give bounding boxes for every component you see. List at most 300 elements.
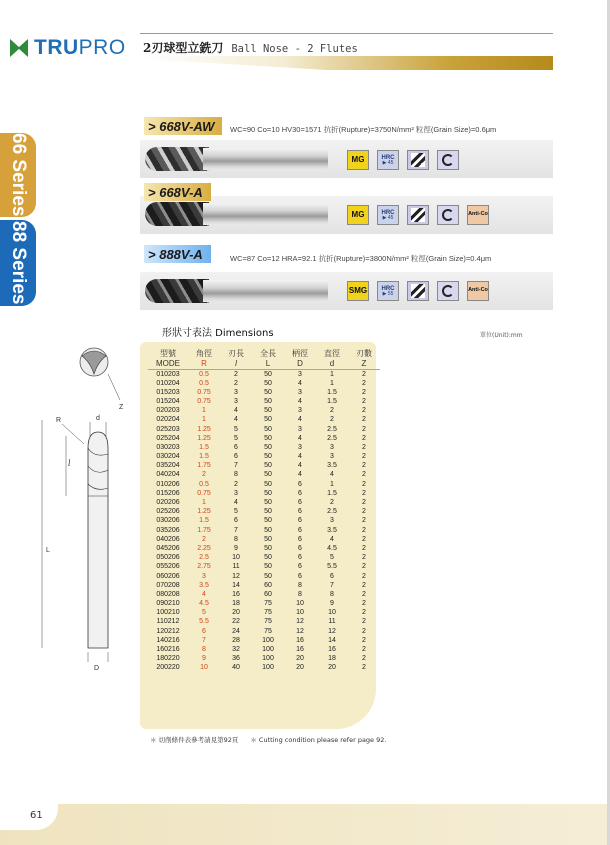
- table-cell: 50: [264, 526, 272, 534]
- table-cell: 50: [264, 563, 272, 571]
- table-cell: 75: [264, 609, 272, 617]
- table-row: [148, 654, 380, 663]
- table-cell: 18: [232, 600, 240, 608]
- table-row: [148, 461, 380, 470]
- table-row: [148, 516, 380, 525]
- table-cell: 4: [298, 453, 302, 461]
- table-cell: 6: [298, 535, 302, 543]
- table-cell: 5: [234, 425, 238, 433]
- table-cell: 5: [330, 554, 334, 562]
- table-cell: 090210: [156, 600, 180, 608]
- table-cell: 050206: [156, 554, 180, 562]
- table-cell: 1.5: [199, 453, 209, 461]
- table-cell: 50: [264, 443, 272, 451]
- helix-icon: [407, 205, 429, 225]
- table-cell: 1.5: [327, 397, 337, 405]
- table-cell: 1.75: [197, 462, 211, 470]
- hrc-45-badge: HRC ▶ 45: [377, 205, 399, 225]
- table-cell: 2: [362, 425, 366, 433]
- table-cell: 2: [362, 600, 366, 608]
- table-cell: 3.5: [199, 581, 209, 589]
- table-cell: 2: [362, 489, 366, 497]
- table-cell: 100: [262, 636, 274, 644]
- table-cell: 6: [234, 443, 238, 451]
- table-cell: 7: [202, 636, 206, 644]
- ball-nose-top-view: [80, 348, 120, 400]
- table-cell: 50: [264, 462, 272, 470]
- table-cell: 6: [298, 517, 302, 525]
- brand-name: TRUPRO: [34, 36, 126, 59]
- table-cell: 2: [362, 609, 366, 617]
- table-cell: 75: [264, 600, 272, 608]
- table-row: [148, 599, 380, 608]
- table-row: [148, 369, 380, 379]
- table-cell: 6: [298, 572, 302, 580]
- table-cell: 2: [202, 471, 206, 479]
- dimensions-title: 形狀寸表法 Dimensions: [162, 328, 274, 339]
- table-cell: 3: [330, 443, 334, 451]
- table-row: [148, 415, 380, 424]
- table-cell: 015204: [156, 397, 180, 405]
- table-cell: 4: [298, 471, 302, 479]
- table-row: [148, 627, 380, 636]
- table-cell: 8: [330, 590, 334, 598]
- table-row: [148, 489, 380, 498]
- table-cell: 4: [298, 416, 302, 424]
- table-row: [148, 443, 380, 452]
- table-cell: 1.5: [199, 517, 209, 525]
- mg-badge: MG: [347, 150, 369, 170]
- table-cell: 20: [296, 655, 304, 663]
- product-name-668v-a: > 668V-A: [144, 183, 211, 201]
- badges-888v-a: [347, 281, 489, 301]
- table-cell: 120212: [156, 627, 180, 635]
- table-cell: 2.5: [327, 508, 337, 516]
- table-cell: 4: [202, 590, 206, 598]
- table-cell: 50: [264, 453, 272, 461]
- table-cell: 2: [362, 544, 366, 552]
- table-cell: 50: [264, 407, 272, 415]
- table-cell: 100: [262, 646, 274, 654]
- anti-co-badge: Anti-Co: [467, 205, 489, 225]
- table-cell: 32: [232, 646, 240, 654]
- table-cell: 50: [264, 471, 272, 479]
- table-cell: 3: [234, 397, 238, 405]
- table-cell: 6: [298, 499, 302, 507]
- hrc-45-badge: HRC ▶ 45: [377, 150, 399, 170]
- table-cell: 12: [296, 618, 304, 626]
- table-cell: 030206: [156, 517, 180, 525]
- ball-nose-icon: [437, 205, 459, 225]
- table-cell: 6: [234, 517, 238, 525]
- table-cell: 020206: [156, 499, 180, 507]
- table-cell: 5: [234, 508, 238, 516]
- table-cell: 8: [298, 590, 302, 598]
- table-cell: 160216: [156, 646, 180, 654]
- table-cell: 1.25: [197, 425, 211, 433]
- table-cell: 2: [234, 370, 238, 378]
- table-cell: 8: [234, 535, 238, 543]
- table-cell: 18: [328, 655, 336, 663]
- product-name-668v-aw: > 668V-AW: [144, 117, 222, 135]
- table-cell: 4: [298, 397, 302, 405]
- table-cell: 2.5: [199, 554, 209, 562]
- page-title-zh: 2刃球型立銑刀: [143, 41, 224, 55]
- table-cell: 36: [232, 655, 240, 663]
- table-cell: 025206: [156, 508, 180, 516]
- table-cell: 025203: [156, 425, 180, 433]
- table-cell: 045206: [156, 544, 180, 552]
- table-cell: 1: [330, 480, 334, 488]
- table-cell: 1: [330, 370, 334, 378]
- table-cell: 2: [362, 618, 366, 626]
- page-number: 61: [30, 810, 43, 821]
- label-l-small: l: [68, 459, 71, 468]
- title-rule: [140, 33, 553, 34]
- table-cell: 50: [264, 379, 272, 387]
- table-cell: 2: [362, 517, 366, 525]
- table-cell: 2: [362, 499, 366, 507]
- anti-co-badge: Anti-Co: [467, 281, 489, 301]
- table-cell: 2: [362, 443, 366, 451]
- side-tab-66-series[interactable]: 66 Series: [0, 133, 36, 217]
- table-cell: 6: [298, 508, 302, 516]
- hrc-55-badge: HRC ▶ 55: [377, 281, 399, 301]
- table-cell: 4: [298, 462, 302, 470]
- table-row: [148, 663, 380, 672]
- title-gold-bar: [140, 56, 553, 70]
- table-cell: 5: [234, 434, 238, 442]
- table-cell: 7: [330, 581, 334, 589]
- table-cell: 50: [264, 480, 272, 488]
- table-cell: 3: [330, 453, 334, 461]
- table-cell: 1.25: [197, 508, 211, 516]
- table-cell: 12: [328, 627, 336, 635]
- table-cell: 50: [264, 544, 272, 552]
- table-cell: 2: [362, 388, 366, 396]
- table-cell: 50: [264, 499, 272, 507]
- table-row: [148, 535, 380, 544]
- table-cell: 2: [362, 480, 366, 488]
- table-cell: 9: [202, 655, 206, 663]
- table-cell: 035206: [156, 526, 180, 534]
- table-cell: 3: [298, 370, 302, 378]
- table-cell: 2: [362, 407, 366, 415]
- table-cell: 1: [330, 379, 334, 387]
- table-cell: 5.5: [327, 563, 337, 571]
- label-l-total: L: [46, 547, 50, 554]
- table-cell: 2: [362, 636, 366, 644]
- table-cell: 8: [202, 646, 206, 654]
- brand-logo: [10, 37, 126, 59]
- table-cell: 2: [362, 664, 366, 672]
- table-cell: 2: [330, 416, 334, 424]
- table-row: [148, 636, 380, 645]
- table-cell: 4: [330, 471, 334, 479]
- table-row: [148, 498, 380, 507]
- table-cell: 2.5: [327, 434, 337, 442]
- table-cell: 3: [202, 572, 206, 580]
- table-cell: 100: [262, 664, 274, 672]
- badges-668v-a: [347, 205, 489, 225]
- table-cell: 7: [234, 462, 238, 470]
- ball-nose-icon: [437, 150, 459, 170]
- table-cell: 2: [362, 453, 366, 461]
- table-row: [148, 434, 380, 443]
- label-d-shank: D: [94, 665, 100, 672]
- table-cell: 1: [202, 407, 206, 415]
- table-cell: 6: [330, 572, 334, 580]
- table-cell: 070208: [156, 581, 180, 589]
- table-cell: 4: [330, 535, 334, 543]
- table-cell: 1: [202, 499, 206, 507]
- table-row: [148, 581, 380, 590]
- table-cell: 060206: [156, 572, 180, 580]
- table-cell: 4: [298, 379, 302, 387]
- table-row: [148, 645, 380, 654]
- table-cell: 3: [298, 443, 302, 451]
- table-cell: 020203: [156, 407, 180, 415]
- footer-band: [0, 804, 610, 845]
- table-cell: 6: [298, 480, 302, 488]
- table-cell: 4: [234, 407, 238, 415]
- table-cell: 5.5: [199, 618, 209, 626]
- table-row: [148, 480, 380, 489]
- table-row: [148, 388, 380, 397]
- table-cell: 2: [362, 554, 366, 562]
- table-cell: 3: [234, 388, 238, 396]
- table-cell: 10: [232, 554, 240, 562]
- table-cell: 2: [362, 471, 366, 479]
- helix-icon: [407, 150, 429, 170]
- table-cell: 2: [362, 416, 366, 424]
- logo-mark-icon: [10, 39, 30, 57]
- table-cell: 010204: [156, 379, 180, 387]
- table-cell: 0.5: [199, 379, 209, 387]
- table-cell: 015203: [156, 388, 180, 396]
- mg-badge: MG: [347, 205, 369, 225]
- table-cell: 4: [298, 434, 302, 442]
- table-cell: 030204: [156, 453, 180, 461]
- table-cell: 50: [264, 397, 272, 405]
- table-cell: 2: [330, 499, 334, 507]
- table-cell: 2: [362, 535, 366, 543]
- table-cell: 010206: [156, 480, 180, 488]
- table-cell: 16: [296, 636, 304, 644]
- table-row: [148, 452, 380, 461]
- table-row: [148, 617, 380, 626]
- table-cell: 3: [298, 425, 302, 433]
- table-cell: 4: [234, 499, 238, 507]
- table-row: [148, 608, 380, 617]
- table-cell: 2: [362, 581, 366, 589]
- table-row: [148, 397, 380, 406]
- table-cell: 10: [328, 609, 336, 617]
- table-row: [148, 544, 380, 553]
- table-cell: 2: [362, 526, 366, 534]
- table-cell: 2.25: [197, 544, 211, 552]
- table-cell: 035204: [156, 462, 180, 470]
- table-cell: 2: [202, 535, 206, 543]
- label-r: R: [56, 417, 62, 424]
- table-cell: 50: [264, 572, 272, 580]
- table-cell: 2: [362, 508, 366, 516]
- table-cell: 2.5: [327, 425, 337, 433]
- table-cell: 0.5: [199, 370, 209, 378]
- table-cell: 2: [362, 646, 366, 654]
- ball-nose-icon: [437, 281, 459, 301]
- table-cell: 12: [232, 572, 240, 580]
- table-cell: 24: [232, 627, 240, 635]
- table-cell: 6: [298, 489, 302, 497]
- table-cell: 2: [362, 370, 366, 378]
- table-cell: 100210: [156, 609, 180, 617]
- table-cell: 8: [298, 581, 302, 589]
- table-cell: 6: [298, 554, 302, 562]
- table-cell: 2: [362, 590, 366, 598]
- table-cell: 4.5: [327, 544, 337, 552]
- table-cell: 40: [232, 664, 240, 672]
- table-cell: 110212: [156, 618, 180, 626]
- dimensions-table: [148, 348, 380, 673]
- ball-nose-side-view: [88, 432, 108, 648]
- table-cell: 50: [264, 416, 272, 424]
- table-cell: 6: [298, 526, 302, 534]
- table-cell: 6: [234, 453, 238, 461]
- table-cell: 2: [362, 655, 366, 663]
- table-cell: 9: [330, 600, 334, 608]
- ball-nose-drawing: [36, 340, 140, 680]
- table-cell: 12: [296, 627, 304, 635]
- table-cell: 50: [264, 388, 272, 396]
- table-row: [148, 406, 380, 415]
- table-cell: 50: [264, 535, 272, 543]
- table-cell: 140216: [156, 636, 180, 644]
- table-cell: 055206: [156, 563, 180, 571]
- table-cell: 1.25: [197, 434, 211, 442]
- table-cell: 3: [298, 388, 302, 396]
- table-cell: 2.75: [197, 563, 211, 571]
- table-cell: 20: [232, 609, 240, 617]
- table-cell: 8: [234, 471, 238, 479]
- table-row: [148, 553, 380, 562]
- table-cell: 75: [264, 627, 272, 635]
- product-spec-668v-aw: WC=90 Co=10 HV30=1571 抗折(Rupture)=3750N/mm² 粒徑(Grain Size)=0.6μm: [230, 125, 497, 134]
- table-cell: 50: [264, 517, 272, 525]
- table-cell: 030203: [156, 443, 180, 451]
- table-cell: 20: [328, 664, 336, 672]
- table-cell: 20: [296, 664, 304, 672]
- table-cell: 50: [264, 425, 272, 433]
- unit-label: 單位(Unit):mm: [480, 332, 523, 339]
- badges-668v-aw: [347, 150, 459, 170]
- table-cell: 180220: [156, 655, 180, 663]
- table-header-zh: 型號 角徑 刃長 全長 柄徑 直徑 刃數: [160, 349, 372, 358]
- table-cell: 4: [234, 416, 238, 424]
- table-cell: 0.75: [197, 388, 211, 396]
- table-cell: 0.75: [197, 397, 211, 405]
- table-cell: 28: [232, 636, 240, 644]
- table-cell: 14: [232, 581, 240, 589]
- table-cell: 3.5: [327, 526, 337, 534]
- table-cell: 2: [362, 563, 366, 571]
- table-cell: 0.5: [199, 480, 209, 488]
- table-row: [148, 526, 380, 535]
- label-z: Z: [119, 404, 124, 411]
- label-d-small: d: [96, 415, 100, 422]
- table-cell: 7: [234, 526, 238, 534]
- table-cell: 2: [362, 627, 366, 635]
- table-cell: 4.5: [199, 600, 209, 608]
- table-cell: 11: [328, 618, 336, 626]
- table-cell: 60: [264, 590, 272, 598]
- table-cell: 60: [264, 581, 272, 589]
- table-cell: 75: [264, 618, 272, 626]
- table-cell: 50: [264, 508, 272, 516]
- table-cell: 040204: [156, 471, 180, 479]
- table-row: [148, 470, 380, 479]
- table-cell: 2: [330, 407, 334, 415]
- table-cell: 3: [298, 407, 302, 415]
- table-cell: 200220: [156, 664, 180, 672]
- footnote-en: ＊ Cutting condition please refer page 92.: [250, 736, 387, 744]
- table-cell: 22: [232, 618, 240, 626]
- table-cell: 10: [296, 600, 304, 608]
- table-cell: 9: [234, 544, 238, 552]
- table-cell: 50: [264, 370, 272, 378]
- table-cell: 16: [328, 646, 336, 654]
- table-cell: 50: [264, 434, 272, 442]
- table-row: [148, 507, 380, 516]
- page-title-en: Ball Nose - 2 Flutes: [231, 43, 358, 55]
- table-row: [148, 590, 380, 599]
- table-cell: 3: [234, 489, 238, 497]
- table-cell: 6: [202, 627, 206, 635]
- table-row: [148, 379, 380, 388]
- table-cell: 2: [362, 462, 366, 470]
- side-tab-88-series[interactable]: 88 Series: [0, 220, 36, 306]
- table-cell: 2: [234, 480, 238, 488]
- table-cell: 1.5: [327, 489, 337, 497]
- table-cell: 0.75: [197, 489, 211, 497]
- table-cell: 2: [362, 397, 366, 405]
- table-header-en: MODE R l L D d Z: [148, 359, 380, 369]
- table-row: [148, 424, 380, 433]
- table-cell: 50: [264, 489, 272, 497]
- table-row: [148, 562, 380, 571]
- table-cell: 16: [232, 590, 240, 598]
- helix-icon: [407, 281, 429, 301]
- table-cell: 10: [200, 664, 208, 672]
- table-cell: 080208: [156, 590, 180, 598]
- table-cell: 6: [298, 544, 302, 552]
- table-cell: 1: [202, 416, 206, 424]
- page-title: [143, 37, 358, 56]
- table-cell: 3: [330, 517, 334, 525]
- table-row: [148, 571, 380, 580]
- product-name-888v-a: > 888V-A: [144, 245, 211, 263]
- table-cell: 2: [362, 379, 366, 387]
- table-cell: 040206: [156, 535, 180, 543]
- table-cell: 1.5: [327, 388, 337, 396]
- footnote-zh: ＊ 切削條件表參考請見第92頁: [150, 736, 239, 744]
- table-cell: 5: [202, 609, 206, 617]
- table-cell: 100: [262, 655, 274, 663]
- table-cell: 2: [234, 379, 238, 387]
- table-cell: 010203: [156, 370, 180, 378]
- product-spec-888v-a: WC=87 Co=12 HRA=92.1 抗折(Rupture)=3800N/mm² 粒徑(Grain Size)=0.4μm: [230, 254, 492, 263]
- table-cell: 50: [264, 554, 272, 562]
